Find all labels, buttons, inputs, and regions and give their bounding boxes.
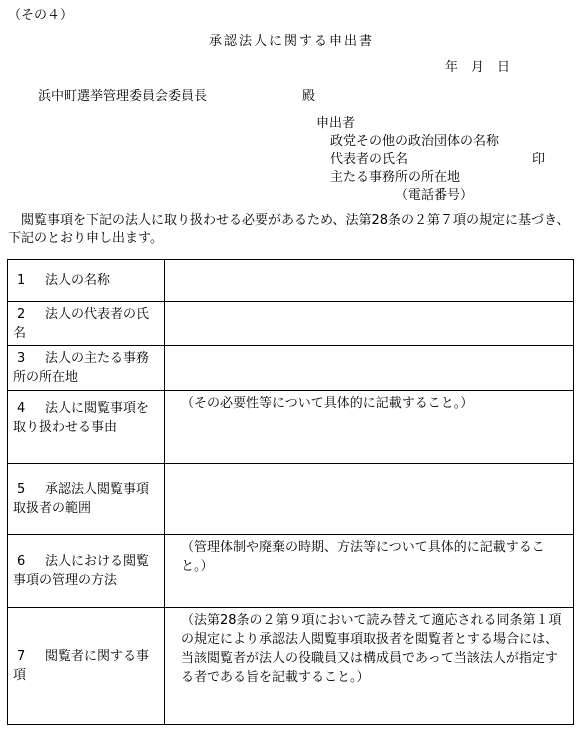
table-row <box>8 260 574 302</box>
row-label <box>8 346 165 391</box>
table-row <box>8 302 574 346</box>
phone-label: （電話番号） <box>395 188 474 203</box>
row-number: 6 <box>17 554 26 569</box>
table-row <box>8 464 574 535</box>
row-label <box>8 608 165 725</box>
row-number: 3 <box>17 351 26 366</box>
seal-mark: 印 <box>532 152 546 167</box>
row-number: 7 <box>17 649 26 664</box>
form-number: （その４） <box>8 8 74 23</box>
row-label-text: 法人の代表者の氏名 <box>13 306 150 341</box>
row-content-field[interactable] <box>165 260 574 302</box>
applicant-heading: 申出者 <box>316 116 356 131</box>
addressee-honorific: 殿 <box>302 89 316 104</box>
row-label <box>8 391 165 464</box>
row-label <box>8 464 165 535</box>
row-content-field[interactable] <box>165 535 574 608</box>
row-number: 2 <box>17 306 26 322</box>
row-content-field[interactable] <box>165 302 574 346</box>
row-number: 1 <box>17 273 26 288</box>
addressee: 浜中町選挙管理委員会委員長 <box>38 89 208 104</box>
table-row <box>8 391 574 464</box>
body-text: 閲覧事項を下記の法人に取り扱わせる必要があるため、法第28条の２第７項の規定に基づき、下記のとおり申し出ます。 <box>8 213 570 246</box>
row-label-text: 法人に閲覧事項を取り扱わせる事由 <box>13 401 150 435</box>
row-note: （その必要性等について具体的に記載すること。） <box>181 396 474 411</box>
document-title: 承認法人に関する申出書 <box>208 34 374 49</box>
row-label-text: 閲覧者に関する事項 <box>13 649 150 683</box>
row-note: （管理体制や廃棄の時期、方法等について具体的に記載すること。） <box>181 540 545 574</box>
row-content-field[interactable] <box>165 391 574 464</box>
row-content-field[interactable] <box>165 464 574 535</box>
items-table <box>7 259 574 725</box>
row-note: （法第28条の２第９項において読み替えて適応される同条第１項の規定により承認法人閲覧事項取扱者を閲覧者とする場合には、当該閲覧者が法人の役職員又は構成員であって当該法人が指定する者である旨を記載すること。） <box>181 613 562 685</box>
date-line: 年 月 日 <box>445 60 511 75</box>
row-label <box>8 260 165 302</box>
row-number: 5 <box>17 482 26 497</box>
representative-name-label: 代表者の氏名 <box>330 152 409 167</box>
table-row <box>8 535 574 608</box>
org-name-label: 政党その他の政治団体の名称 <box>330 134 500 149</box>
row-number: 4 <box>17 401 26 416</box>
row-label-text: 法人の主たる事務所の所在地 <box>13 351 150 385</box>
table-row <box>8 346 574 391</box>
row-label-text: 法人の名称 <box>45 273 111 288</box>
row-content-field[interactable] <box>165 346 574 391</box>
row-label-text: 法人における閲覧事項の管理の方法 <box>13 554 150 588</box>
table-row <box>8 608 574 725</box>
office-address-label: 主たる事務所の所在地 <box>330 170 461 185</box>
row-label <box>8 535 165 608</box>
row-label-text: 承認法人閲覧事項取扱者の範囲 <box>13 482 150 516</box>
row-label <box>8 302 165 346</box>
row-content-field[interactable] <box>165 608 574 725</box>
